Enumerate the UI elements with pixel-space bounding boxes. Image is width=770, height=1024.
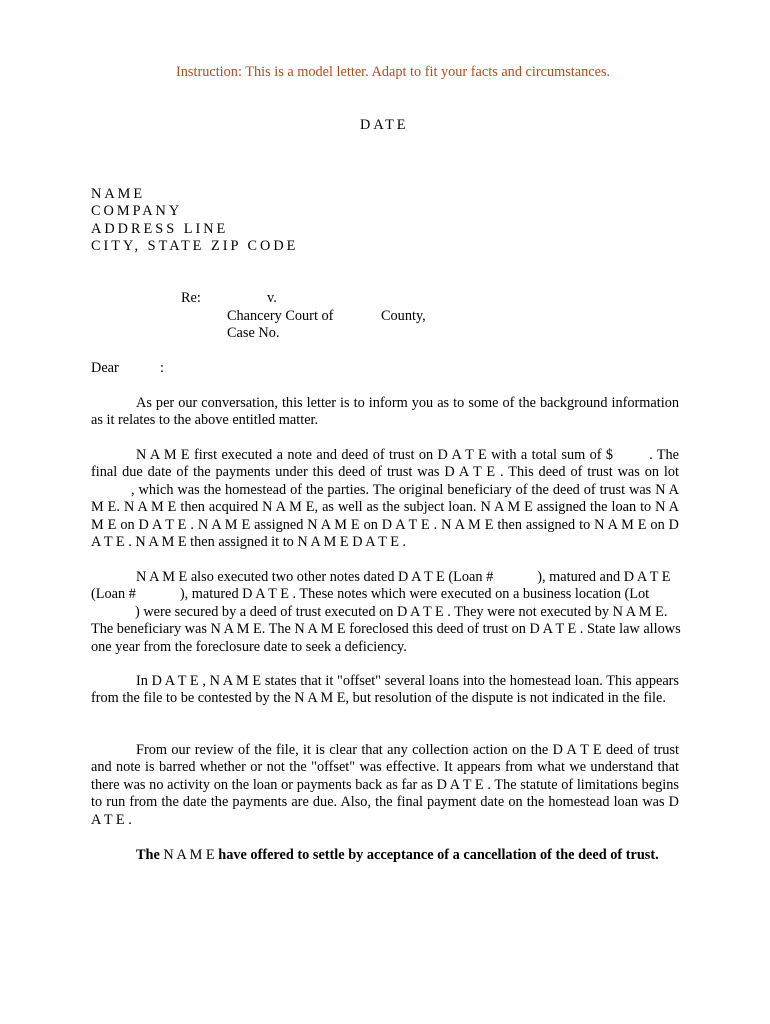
- re-court: Chancery Court of: [227, 308, 334, 324]
- paragraph-5: From our review of the file, it is clear that any collection action on the D A T E deed of trust and note is barred whether or not the "offset" was effective. It appears from what we understand that there was no activity on the loan or payments back as far as D A T E . The statute of limitations begins to run from the date the payments are due. Also, the final payment date on the homestead loan was D A T E .: [91, 742, 679, 828]
- paragraph-2-part-3: , which was the homestead of the parties. The original beneficiary of the deed of trust was N A M E. N A M E then acquired N A M E, as well as the subject loan. N A M E assigned the loan to N A M E on D A T E . N A M E assigned N A M E on D A T E . N A M E then assigned to N A M E on D A T E . N A M E then assigned it to N A M E D A T E .: [91, 481, 679, 551]
- paragraph-3-part-3: ), matured D A T E . These notes which were executed on a business location (Lot: [179, 586, 650, 603]
- salutation-colon: :: [160, 360, 164, 376]
- address-city-state-zip: CITY, STATE ZIP CODE: [91, 238, 299, 254]
- paragraph-2: [91, 447, 679, 551]
- paragraph-3-part-2: ), matured and D A T E (Loan #: [91, 569, 671, 603]
- address-name: NAME: [91, 186, 146, 202]
- paragraph-3-part-1: N A M E also executed two other notes dated D A T E (Loan #: [136, 569, 494, 585]
- re-case-number: Case No.: [227, 325, 280, 341]
- paragraph-2-part-1: N A M E first executed a note and deed of trust on D A T E with a total sum of $: [136, 447, 614, 463]
- paragraph-6-the: The: [136, 847, 160, 863]
- re-versus: v.: [267, 290, 277, 306]
- instruction-note: Instruction: This is a model letter. Adapt to fit your facts and circumstances.: [176, 64, 611, 80]
- salutation-dear: Dear: [91, 360, 119, 376]
- paragraph-6: [91, 847, 679, 864]
- paragraph-6-name: N A M E: [163, 847, 215, 863]
- paragraph-2-part-2: . The final due date of the payments under this deed of trust was D A T E . This deed of trust was on lot: [91, 447, 680, 481]
- paragraph-6-rest: have offered to settle by acceptance of a cancellation of the deed of trust.: [218, 847, 659, 863]
- re-county: County,: [381, 308, 426, 324]
- paragraph-3-part-4: ) were secured by a deed of trust executed on D A T E . They were not executed by N A M E. The beneficiary was N A M E. The N A M E foreclosed this deed of trust on D A T E . State law allows one year from the foreclosure date to seek a deficiency.: [91, 603, 681, 655]
- date-heading: DATE: [360, 117, 409, 133]
- address-company: COMPANY: [91, 203, 183, 219]
- paragraph-4: In D A T E , N A M E states that it "offset" several loans into the homestead loan. This appears from the file to be contested by the N A M E, but resolution of the dispute is not indicated in the file.: [91, 673, 679, 707]
- re-label: Re:: [181, 290, 201, 306]
- paragraph-3: [91, 569, 681, 656]
- paragraph-1: As per our conversation, this letter is to inform you as to some of the background information as it relates to the above entitled matter.: [91, 395, 679, 429]
- address-line: ADDRESS LINE: [91, 221, 229, 237]
